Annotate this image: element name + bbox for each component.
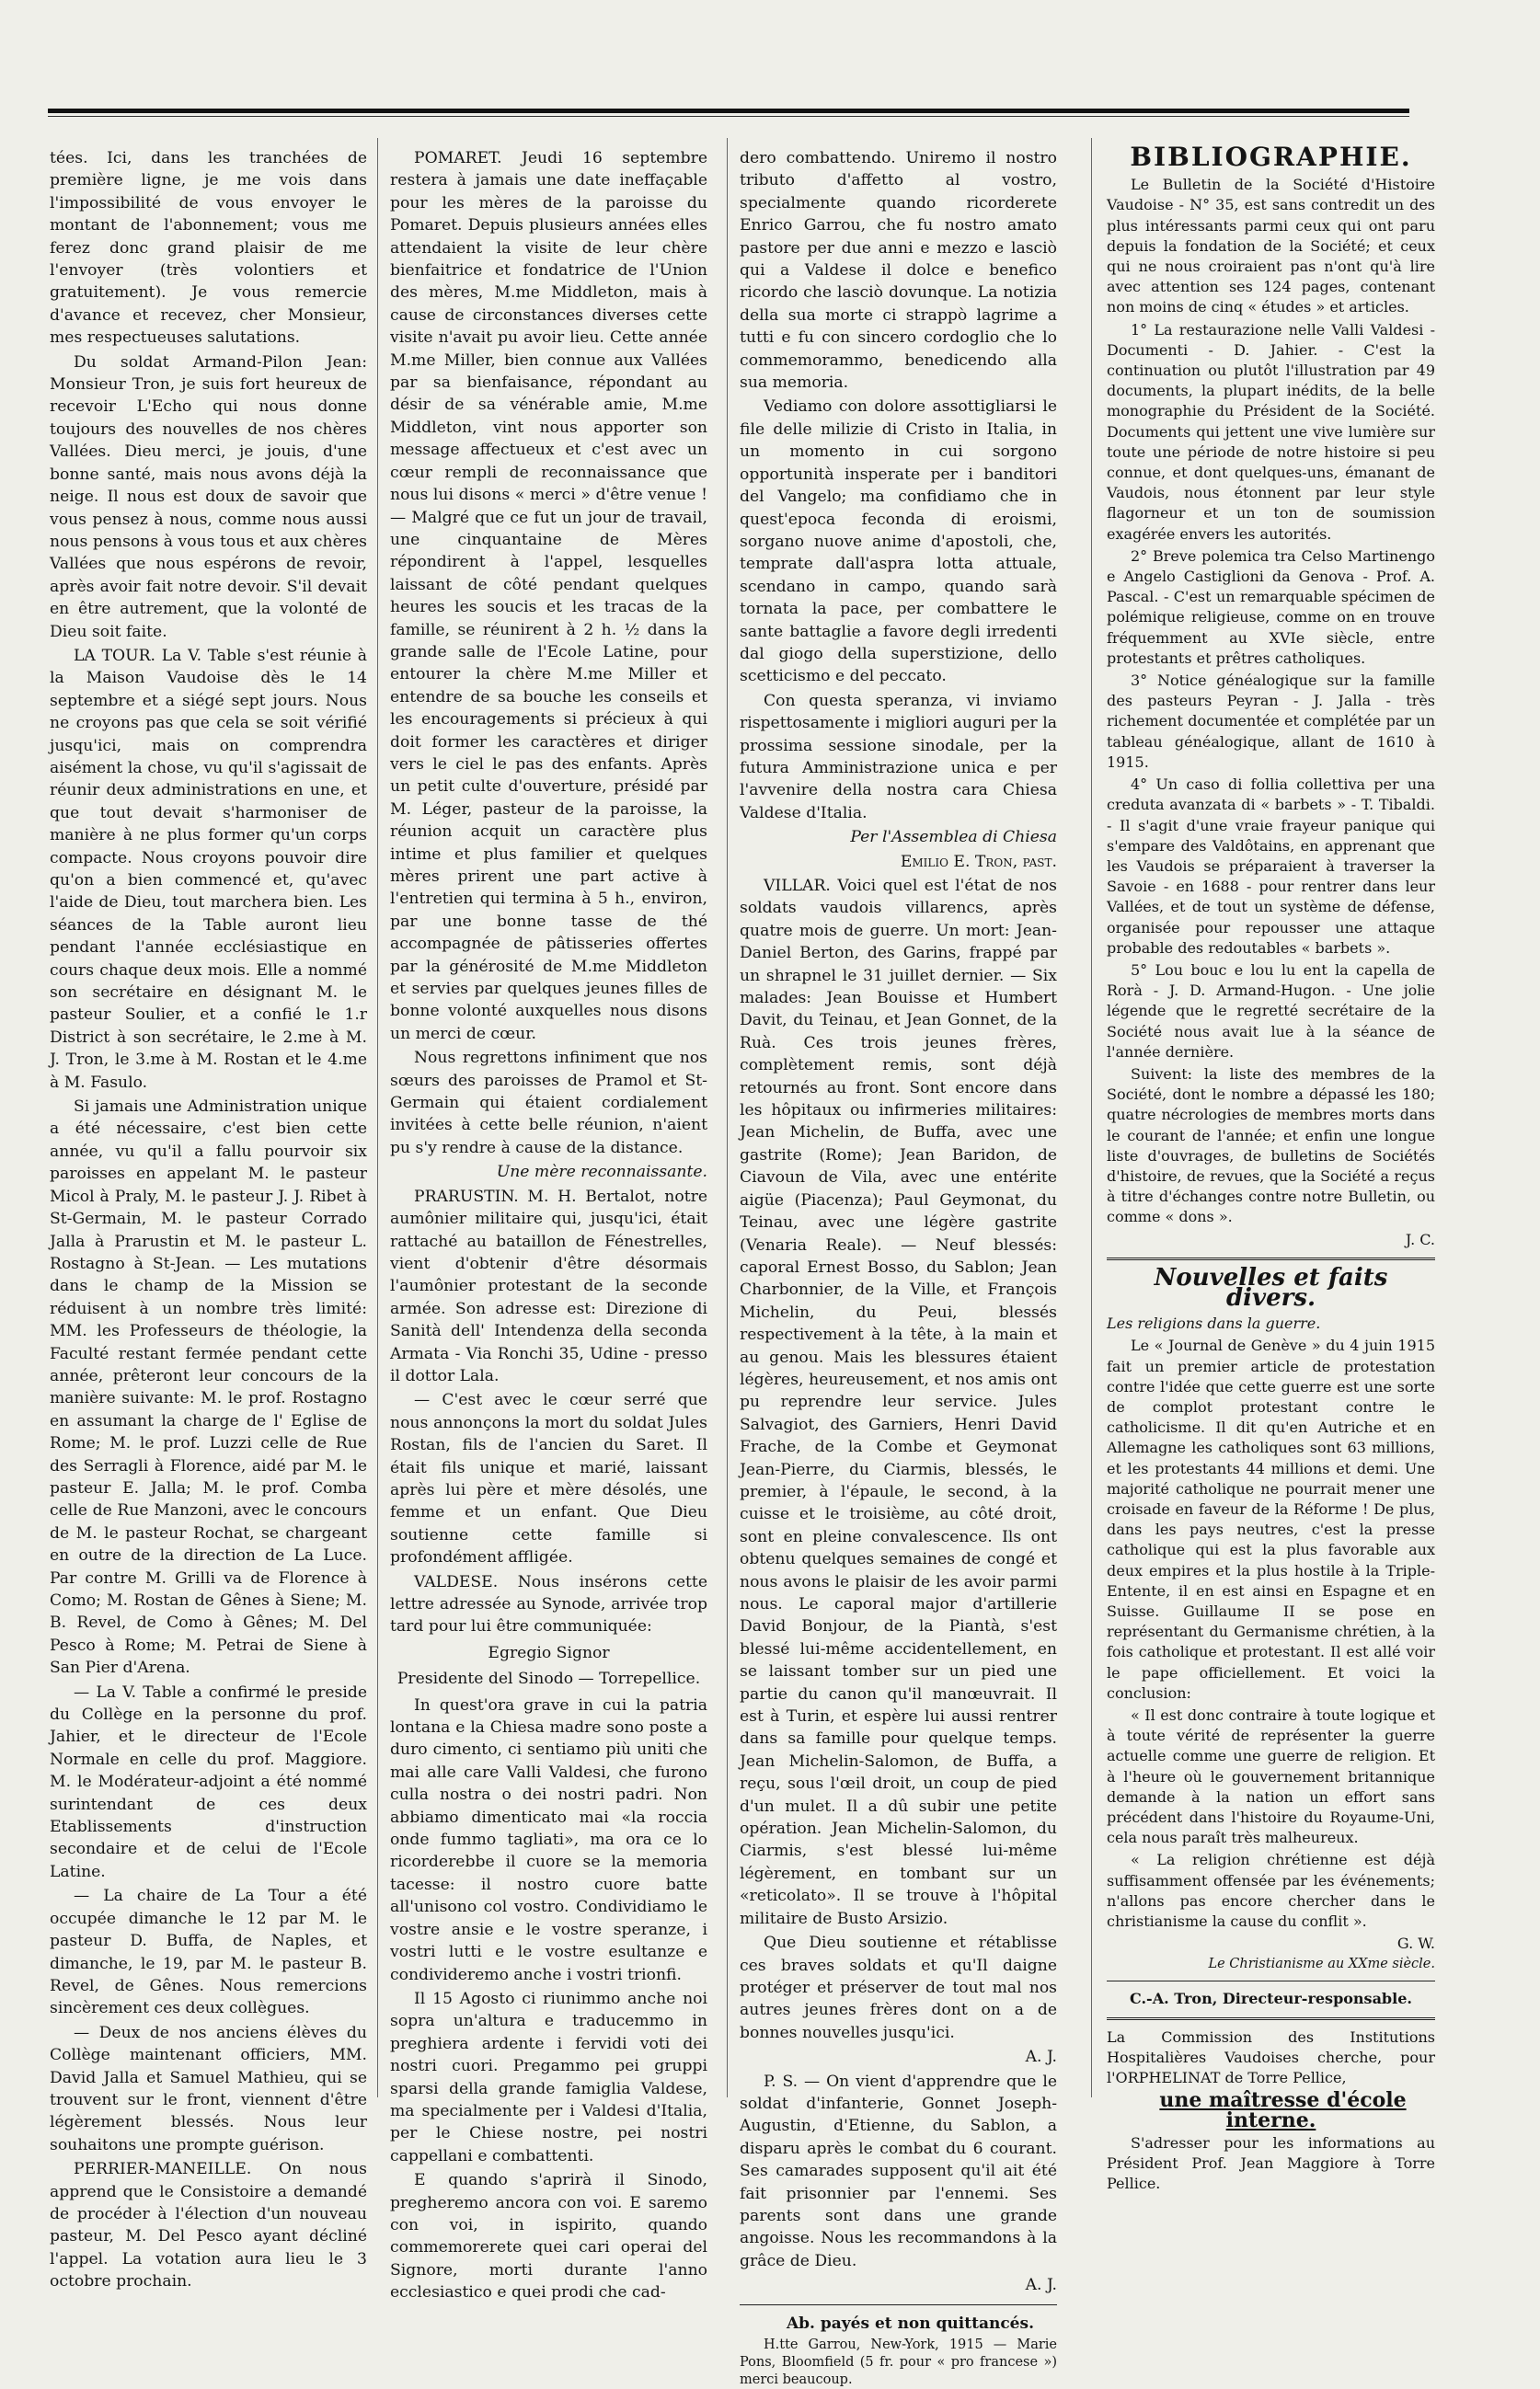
list-item: 1° La restaurazione nelle Valli Valdesi - Documenti - D. Jahier. - C'est la continuation ou plutôt l'illustration par 49 documents, la plupart inédits, de la belle monographie du Président de la Société. Documents qui jettent une vive lumière sur toute une période de notre histoire si peu connue, et dont quelques-uns, émanant de Vaudois, nous étonnent par leur style flagorneur et un ton de soumission exagérée envers les autorités.	[1107, 320, 1435, 543]
divider	[1107, 2017, 1435, 2020]
paragraph: Si jamais une Administration unique a été nécessaire, c'est bien cette année, vu qu'il a fallu pourvoir six paroisses en appelant M. le pasteur Micol à Praly, M. le pasteur J. J. Ribet à St-Germain, M. le pasteur Corrado Jalla à Prarustin et M. le pasteur L. Rostagno à St-Jean. — Les mutations dans le champ de la Mission se réduisent à un nombre très limité: MM. les Professeurs de théologie, la Faculté restant fermée pendant cette année, prêteront leur concours de la manière suivante: M. le prof. Rostagno en assumant la charge de l' Eglise de Rome; M. le prof. Luzzi celle de Rue des Serragli à Florence, aidé par M. le pasteur E. Jalla; M. le prof. Comba celle de Rue Manzoni, avec le concours de M. le pasteur Rochat, se chargeant en outre de la direction de La Luce. Par contre M. Grilli va de Florence à Como; M. Rostan de Gênes à Siene; M. B. Revel, de Como à Gênes; M. Del Pesco à Rome; M. Petrai de Siene à San Pier d'Arena.	[50, 1097, 367, 1678]
column-divider	[377, 138, 378, 2097]
list-item: 3° Notice généalogique sur la famille des pasteurs Peyran - J. Jalla - très richement documentée et complétée par un tableau généalogique, allant de 1610 à 1915.	[1107, 672, 1435, 771]
signature: A. J.	[1025, 2048, 1057, 2067]
column-1	[50, 147, 367, 2291]
list-item: 2° Breve polemica tra Celso Martinengo e Angelo Castiglioni da Genova - Prof. A. Pascal. - C'est un remarquable spécimen de polémique religieuse, comme on en trouve fréquemment au XVIe siècle, entre protestants et prêtres catholiques.	[1107, 546, 1435, 667]
paragraph: E quando s'aprirà il Sinodo, pregheremo ancora con voi. E saremo con voi, in ispirito, quando commemorerete quei cari operai del Signore, morti durante l'anno ecclesiastico e quei prodi che cad-	[390, 2171, 707, 2303]
paragraph: Le Bulletin de la Société d'Histoire Vaudoise - N° 35, est sans contredit un des plus intéressants parmi ceux qui ont paru depuis la fondation de la Société; et ceux qui ne nous croiraient pas n'ont qu'à lire avec attention ses 124 pages, contenant non moins de cinq « études » et articles.	[1107, 176, 1435, 316]
paragraph: — C'est avec le cœur serré que nous annonçons la mort du soldat Jules Rostan, fils de l'ancien du Saret. Il était fils unique et marié, laissant après lui père et mère désolés, une femme et un enfant. Que Dieu soutienne cette famille si profondément affligée.	[390, 1391, 707, 1568]
source: Le Christianisme au XXme siècle.	[1208, 1957, 1435, 1972]
paragraph: POMARET. Jeudi 16 septembre restera à jamais une date ineffaçable pour les mères de la paroisse du Pomaret. Depuis plusieurs années elles attendaient la visite de leur chère bienfaitrice et fondatrice de l'Union des mères, M.me Middleton, mais à cause de circonstances diverses cette visite n'avait pu avoir lieu. Cette année M.me Miller, bien connue aux Vallées par sa bienfaisance, répondant au désir de sa vénérable amie, M.me Middleton, vint nous apporter son message affectueux et c'est avec un cœur rempli de reconnaissance que nous lui disons « merci » d'être venue ! — Malgré que ce fut un jour de travail, une cinquantaine de Mères répondirent à l'appel, lesquelles laissant de côté pendant quelques heures les soucis et les tracas de la famille, se réunirent à 2 h. ½ dans la grande salle de l'Ecole Latine, pour entourer la chère M.me Miller et entendre de sa bouche les conseils et les encouragements si précieux à qui doit former les caractères et diriger vers le ciel le pas des enfants. Après un petit culte d'ouverture, présidé par M. Léger, pasteur de la paroisse, la réunion acquit un caractère plus intime et plus familier et quelques mères prirent une part active à l'entretien qui termina à 5 h., environ, par une bonne tasse de thé accompagnée de pâtisseries offertes par la générosité de M.me Middleton et servies par quelques jeunes filles de bonne volonté auxquelles nous disons un merci de cœur.	[390, 149, 707, 1043]
paragraph: VALDESE. Nous insérons cette lettre adressée au Synode, arrivée trop tard pour lui être communiquée:	[390, 1572, 707, 1637]
section-title: Nouvelles et faits divers.	[1154, 1263, 1388, 1312]
paragraph: Le « Journal de Genève » du 4 juin 1915 fait un premier article de protestation contre l'idée que cette guerre est une sorte de complot protestant contre le catholicisme. Il dit qu'en Autriche et en Allemagne les catholiques sont 63 millions, et les protestants 44 millions et demi. Une majorité catholique ne pourrait mener une croisade en faveur de la Réforme ! De plus, dans les pays neutres, c'est la presse catholique qui est la plus favorable aux deux empires et la plus hostile à la Triple-Entente, il en est ainsi en Espagne et en Suisse. Guillaume II se pose en représentant du Germanisme chrétien, à la fois catholique et protestant. Il est allé voir le pape officiellement. Et voici la conclusion:	[1107, 1337, 1435, 1702]
top-rule-thin	[48, 116, 1409, 117]
paragraph: tées. Ici, dans les tranchées de première ligne, je me vois dans l'impossibilité de vous envoyer le montant de l'abonnement; vous me ferez donc grand plaisir de me l'envoyer (très volontiers et gratuitement). Je vous remercie d'avance et recevez, cher Monsieur, mes respectueuses salutations.	[50, 149, 367, 348]
signature: A. J.	[1025, 2276, 1057, 2295]
salutation: Presidente del Sinodo — Torrepellice.	[396, 1670, 701, 1689]
column-2	[390, 147, 707, 2303]
top-rule	[48, 109, 1409, 113]
column-3	[740, 147, 1057, 2387]
paragraph: Suivent: la liste des membres de la Société, dont le nombre a dépassé les 180; quatre nécrologies de membres morts dans le courant de l'année; et enfin une longue liste d'ouvrages, de bulletins de Sociétés d'histoire, de revues, que la Société a reçus à titre d'échanges contre notre Bulletin, ou comme « dons ».	[1107, 1064, 1435, 1226]
advert-headline: une maîtresse d'école interne.	[1159, 2088, 1407, 2133]
quote: « Il est donc contraire à toute logique et à toute vérité de représenter la guerre actuelle comme une guerre de religion. Et à l'heure où le gouvernement britannique demande à la nation un effort sans précédent dans l'histoire du Royaume-Uni, cela nous paraît très malheureux.	[1107, 1706, 1435, 1847]
paragraph: H.tte Garrou, New-York, 1915 — Marie Pons, Bloomfield (5 fr. pour « pro francese ») merci beaucoup.	[740, 2337, 1057, 2387]
column-4	[1107, 142, 1435, 2217]
paragraph: Nous regrettons infiniment que nos sœurs des paroisses de Pramol et St-Germain qui étaient cordialement invitées à cette belle réunion, n'aient pu s'y rendre à cause de la distance.	[390, 1049, 707, 1157]
paragraph: — Deux de nos anciens élèves du Collège maintenant officiers, MM. David Jalla et Samuel Mathieu, qui se trouvent sur le front, viennent d'être légèrement blessés. Nous leur souhaitons une prompte guérison.	[50, 2023, 367, 2154]
signature: Emilio E. Tron, past.	[900, 852, 1057, 871]
column-divider	[1091, 138, 1092, 2097]
divider	[1107, 1258, 1435, 1260]
section-title: BIBLIOGRAPHIE.	[1130, 142, 1412, 172]
quote: « La religion chrétienne est déjà suffisamment offensée par les événements; n'allons pas encore chercher dans le christianisme la cause du conflit ».	[1107, 1851, 1435, 1931]
subheading: Les religions dans la guerre.	[1107, 1315, 1321, 1333]
signature: Per l'Assemblea di Chiesa	[850, 828, 1057, 847]
paragraph: Vediamo con dolore assottigliarsi le file delle milizie di Cristo in Italia, in un momento in cui sorgono opportunità insperate per i banditori del Vangelo; ma confidiamo che in quest'epoca feconda di eroismi, sorgano nuove anime d'apostoli, che, temprate dall'aspra lotta attuale, scendano in campo, quando sarà tornata la pace, per combattere le sante battaglie a favore degli irredenti dal giogo della superstizione, dello scetticismo e del peccato.	[740, 397, 1057, 686]
paragraph: Que Dieu soutienne et rétablisse ces braves soldats et qu'Il daigne protéger et préserver de tout mal nos autres jeunes frères dont on a de bonnes nouvelles jusqu'ici.	[740, 1934, 1057, 2042]
paragraph: — La V. Table a confirmé le preside du Collège en la personne du prof. Jahier, et le directeur de l'Ecole Normale en celle du prof. Maggiore. M. le Modérateur-adjoint a été nommé surintendant de ces deux Etablissements d'instruction secondaire et de celui de l'Ecole Latine.	[50, 1683, 367, 1881]
advert-text: La Commission des Institutions Hospitalières Vaudoises cherche, pour l'ORPHELINAT de Torre Pellice,	[1107, 2027, 1435, 2087]
advert-text: S'adresser pour les informations au Président Prof. Jean Maggiore à Torre Pellice.	[1107, 2133, 1435, 2193]
paragraph: P. S. — On vient d'apprendre que le soldat d'infanterie, Gonnet Joseph-Augustin, d'Etienne, du Sablon, a disparu après le combat du 6 courant. Ses camarades supposent qu'il ait été fait prisonnier par l'ennemi. Ses parents sont dans une grande angoisse. Nous les recommandons à la grâce de Dieu.	[740, 2072, 1057, 2270]
signature: G. W.	[1396, 1935, 1435, 1953]
paragraph: dero combattendo. Uniremo il nostro tributo d'affetto al vostro, specialmente quando ricorderete Enrico Garrou, che fu nostro amato pastore per due anni e mezzo e lasciò qui a Valdese il dolce e benefico ricordo che lasciò dovunque. La notizia della sua morte ci strappò lagrime a tutti e fu con sincero cordoglio che lo commemorammo, benedicendo alla sua memoria.	[740, 149, 1057, 393]
paragraph: Du soldat Armand-Pilon Jean: Monsieur Tron, je suis fort heureux de recevoir L'Echo qui nous donne toujours des nouvelles de nos chères Vallées. Dieu merci, je jouis, d'une bonne santé, mais nous avons déjà la neige. Il nous est doux de savoir que vous pensez à nous, comme nous aussi nous pensons à vous tous et aux chères Vallées que nous espérons de revoir, après avoir fait notre devoir. S'il devait en être autrement, que la volonté de Dieu soit faite.	[50, 352, 367, 641]
paragraph: VILLAR. Voici quel est l'état de nos soldats vaudois villarencs, après quatre mois de guerre. Un mort: Jean-Daniel Berton, des Garins, frappé par un shrapnel le 31 juillet dernier. — Six malades: Jean Bouisse et Humbert Davit, du Teinau, et Jean Gonnet, de la Ruà. Ces trois jeunes frères, complètement remis, sont déjà retournés au front. Sont encore dans les hôpitaux ou infirmeries militaires: Jean Michelin, de Buffa, avec une gastrite (Rome); Jean Baridon, de Ciavoun de Vila, avec une entérite aigüe (Piacenza); Paul Geymonat, du Teinau, avec une légère gastrite (Venaria Reale). — Neuf blessés: caporal Ernest Bosso, du Sablon; Jean Charbonnier, de la Ville, et François Michelin, du Peui, blessés respectivement à la tête, à la main et au genou. Mais les blessures étaient légères, heureusement, et nos amis ont pu reprendre leur service. Jules Salvagiot, des Garniers, Henri David Frache, de la Combe et Geymonat Jean-Pierre, du Ciarmis, blessés, le premier, à l'épaule, le second, à la cuisse et le troisième, au côté droit, sont en pleine convalescence. Ils ont obtenu quelques semaines de congé et nous avons le plaisir de les avoir parmi nous. Le caporal major d'artillerie David Bonjour, de la Piantà, s'est blessé lui-même accidentellement, en se laissant tomber sur un pied une partie du canon qu'il manœuvrait. Il est à Turin, et espère lui aussi rentrer dans sa famille pour quelque temps. Jean Michelin-Salomon, de Buffa, a reçu, sous l'œil droit, un coup de pied d'un mulet. Il a dû subir une petite opération. Jean Michelin-Salomon, du Ciarmis, s'est blessé lui-même légèrement, en tombant sur un «reticolato». Il se trouve à l'hôpital militaire de Busto Arsizio.	[740, 877, 1057, 1928]
paragraph: In quest'ora grave in cui la patria lontana e la Chiesa madre sono poste a duro cimento, ci sentiamo più uniti che mai alle care Valli Valdesi, che furono culla nostra o dei nostri padri. Non abbiamo dimenticato mai «la roccia onde fummo tagliati», ma ora ce lo ricorderebbe il cuore se la memoria tacesse: il nostro cuore batte all'unisono col vostro. Condividiamo le vostre ansie e le vostre speranze, i vostri lutti e le vostre esultanze e condivideremo anche i vostri trionfi.	[390, 1695, 707, 1984]
signature: Une mère reconnaissante.	[496, 1163, 707, 1182]
paragraph: PERRIER-MANEILLE. On nous apprend que le Consistoire a demandé de procéder à l'élection d'un nouveau pasteur, M. Del Pesco ayant décliné l'appel. La votation aura lieu le 3 octobre prochain.	[50, 2160, 367, 2291]
director-line: C.-A. Tron, Directeur-responsable.	[1130, 1990, 1412, 2008]
signature: J. C.	[1405, 1230, 1435, 1248]
column-divider	[727, 138, 728, 2097]
subheading: Ab. payés et non quittancés.	[786, 2314, 1034, 2333]
list-item: 4° Un caso di follia collettiva per una creduta avanzata di « barbets » - T. Tibaldi. - Il s'agit d'une vraie frayeur panique qui s'empare des Valdôtains, en apprenant que les Vaudois se préparaient à traverser la Savoie - en 1688 - pour rentrer dans leur Vallées, et de tout un système de défense, organisée pour repousser une attaque probable des redoutables « barbets ».	[1107, 775, 1435, 957]
paragraph: Con questa speranza, vi inviamo rispettosamente i migliori auguri per la prossima sessione sinodale, per la futura Amministrazione unica e per l'avvenire della nostra cara Chiesa Valdese d'Italia.	[740, 691, 1057, 822]
paragraph: LA TOUR. La V. Table s'est réunie à la Maison Vaudoise dès le 14 septembre et a siégé sept jours. Nous ne croyons pas que cela se soit vérifié jusqu'ici, mais on comprendra aisément la chose, vu qu'il s'agissait de réunir deux administrations en une, et que tout devait s'harmoniser de manière à ne plus former qu'un corps compacte. Nous croyons pouvoir dire qu'on a bien commencé et, qu'avec l'aide de Dieu, tout marchera bien. Les séances de la Table auront lieu pendant l'année ecclésiastique en cours chaque deux mois. Elle a nommé son secrétaire en désignant M. le pasteur Soulier, et a confié le 1.r District à son secrétaire, le 2.me à M. J. Tron, le 3.me à M. Rostan et le 4.me à M. Fasulo.	[50, 646, 367, 1092]
divider	[740, 2304, 1057, 2305]
salutation: Egregio Signor	[488, 1643, 610, 1662]
paragraph: PRARUSTIN. M. H. Bertalot, notre aumônier militaire qui, jusqu'ici, était rattaché au bataillon de Fénestrelles, vient d'obtenir d'être désormais l'aumônier protestant de la seconde armée. Son adresse est: Direzione di Sanità dell' Intendenza della seconda Armata - Via Ronchi 35, Udine - presso il dottor Lala.	[390, 1187, 707, 1385]
paragraph: Il 15 Agosto ci riunimmo anche noi sopra un'altura e traducemmo in preghiera ardente i fervidi voti dei nostri cuori. Pregammo pei gruppi sparsi della grande famiglia Valdese, ma specialmente per i Valdesi d'Italia, per le Chiese nostre, pei nostri cappellani e combattenti.	[390, 1989, 707, 2165]
paragraph: — La chaire de La Tour a été occupée dimanche le 12 par M. le pasteur D. Buffa, de Naples, et dimanche, le 19, par M. le pasteur B. Revel, de Gênes. Nous remercions sincèrement ces deux collègues.	[50, 1887, 367, 2018]
list-item: 5° Lou bouc e lou lu ent la capella de Rorà - J. D. Armand-Hugon. - Une jolie légende que le regretté secrétaire de la Société nous avait lue à la séance de l'année dernière.	[1107, 960, 1435, 1061]
